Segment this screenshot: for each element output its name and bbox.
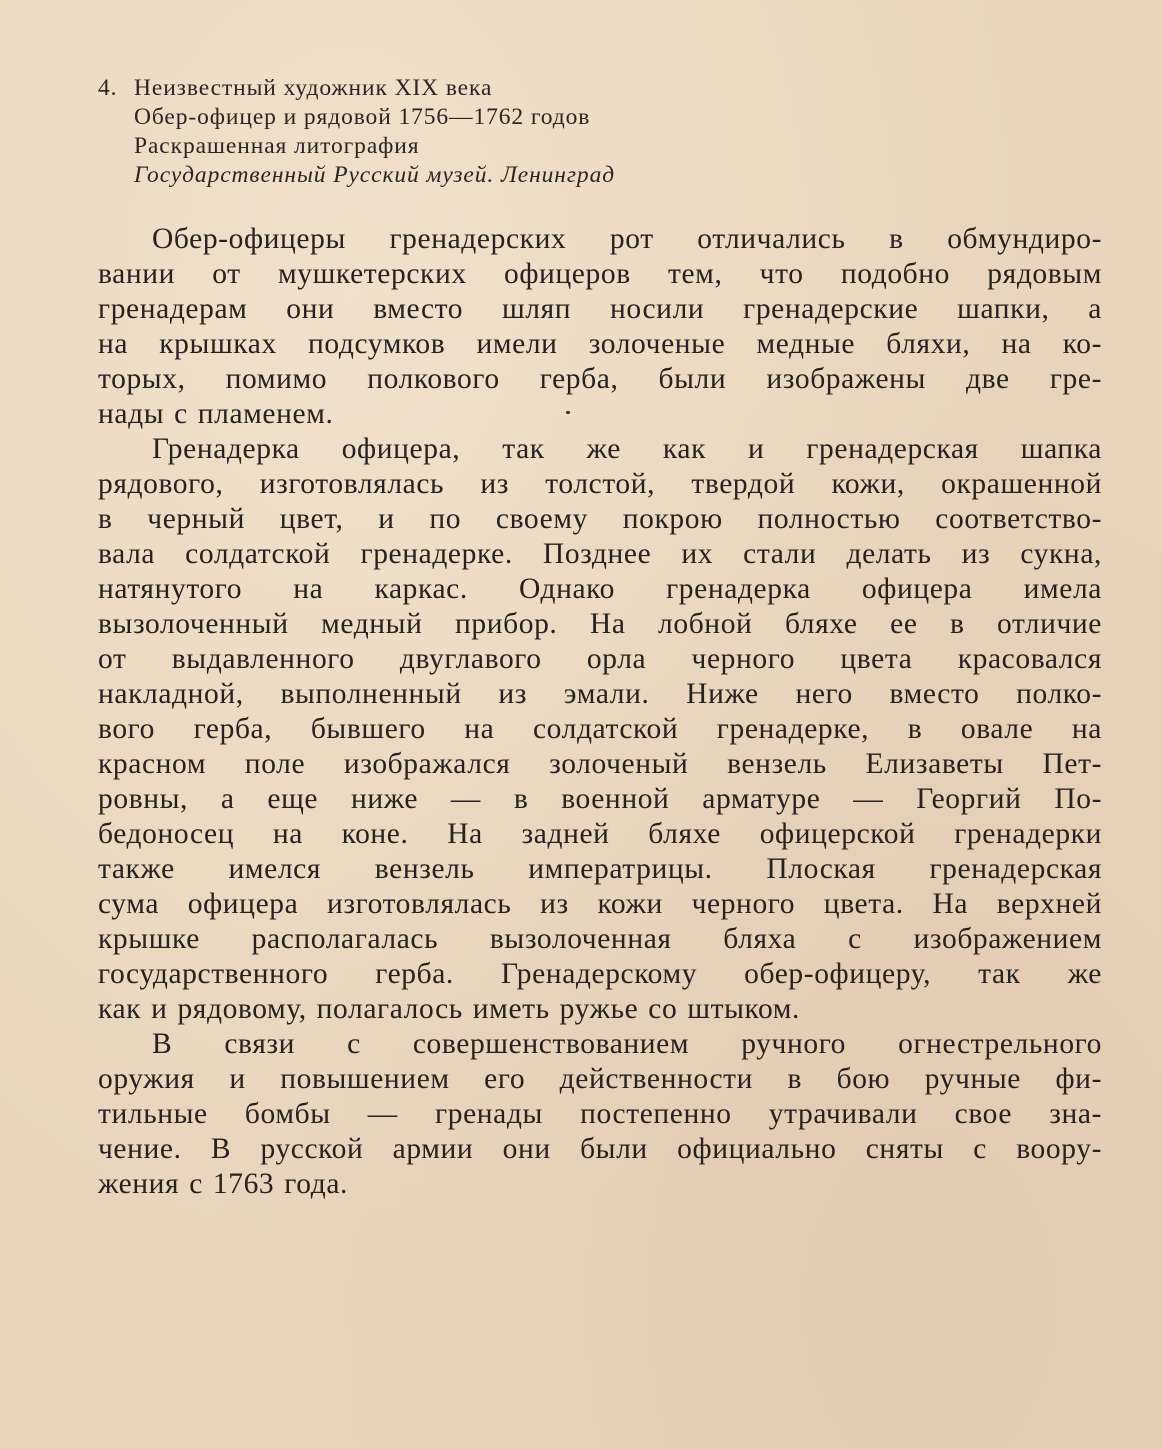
caption-artist: Неизвестный художник XIX века [134, 75, 493, 101]
caption-artwork-title: Обер-офицер и рядовой 1756—1762 годов [134, 104, 591, 130]
text-line: вого герба, бывшего на солдатской гренадерке, в овале на [98, 713, 1102, 745]
text-line: красном поле изображался золоченый вензель Елизаветы Пет- [98, 748, 1102, 780]
ink-speck [566, 411, 570, 414]
text-line: государственного герба. Гренадерскому обер-офицеру, так же [98, 958, 1102, 990]
caption-collection: Государственный Русский музей. Ленинград [134, 162, 616, 188]
text-line: крышке располагалась вызолоченная бляха с изображением [98, 923, 1102, 955]
text-line: бедоносец на коне. На задней бляхе офицерской гренадерки [98, 818, 1102, 850]
text-line: ровны, а еще ниже — в военной арматуре — Георгий По- [98, 783, 1102, 815]
text-line: Гренадерка офицера, так же как и гренадерская шапка [152, 433, 1102, 465]
text-line: вызолоченный медный прибор. На лобной бляхе ее в отличие [98, 608, 1102, 640]
caption-technique: Раскрашенная литография [134, 133, 420, 159]
text-line: от выдавленного двуглавого орла черного цвета красовался [98, 643, 1102, 675]
illustration-caption [98, 74, 898, 190]
text-line: натянутого на каркас. Однако гренадерка офицера имела [98, 573, 1102, 605]
text-line: также имелся вензель императрицы. Плоская гренадерская [98, 853, 1102, 885]
text-line: вала солдатской гренадерке. Позднее их стали делать из сукна, [98, 538, 1102, 570]
text-line: тильные бомбы — гренады постепенно утрачивали свое зна- [98, 1098, 1102, 1130]
text-line: чение. В русской армии они были официально сняты с воору- [98, 1133, 1102, 1165]
text-line: В связи с совершенствованием ручного огнестрельного [152, 1028, 1102, 1060]
text-line: рядового, изготовлялась из толстой, твердой кожи, окрашенной [98, 468, 1102, 500]
text-line: на крышках подсумков имели золоченые медные бляхи, на ко- [98, 328, 1102, 360]
paragraph-1 [98, 222, 1102, 432]
caption-number: 4. [98, 75, 118, 101]
text-line: как и рядовому, полагалось иметь ружье со штыком. [98, 993, 801, 1025]
text-line: в черный цвет, и по своему покрою полностью соответство- [98, 503, 1102, 535]
text-line: гренадерам они вместо шляп носили гренадерские шапки, а [98, 293, 1102, 325]
caption-title-line [98, 74, 898, 103]
text-line: сума офицера изготовлялась из кожи черного цвета. На верхней [98, 888, 1102, 920]
body-text [98, 222, 1102, 1202]
text-line: накладной, выполненный из эмали. Ниже него вместо полко- [98, 678, 1102, 710]
paragraph-3 [98, 1027, 1102, 1202]
text-line: жения с 1763 года. [98, 1168, 348, 1200]
text-line: вании от мушкетерских офицеров тем, что подобно рядовым [98, 258, 1102, 290]
text-line: нады с пламенем. [98, 398, 334, 430]
paragraph-2 [98, 432, 1102, 1027]
text-line: оружия и повышением его действенности в бою ручные фи- [98, 1063, 1102, 1095]
text-line: торых, помимо полкового герба, были изображены две гре- [98, 363, 1102, 395]
text-line: Обер-офицеры гренадерских рот отличались в обмундиро- [152, 223, 1102, 255]
